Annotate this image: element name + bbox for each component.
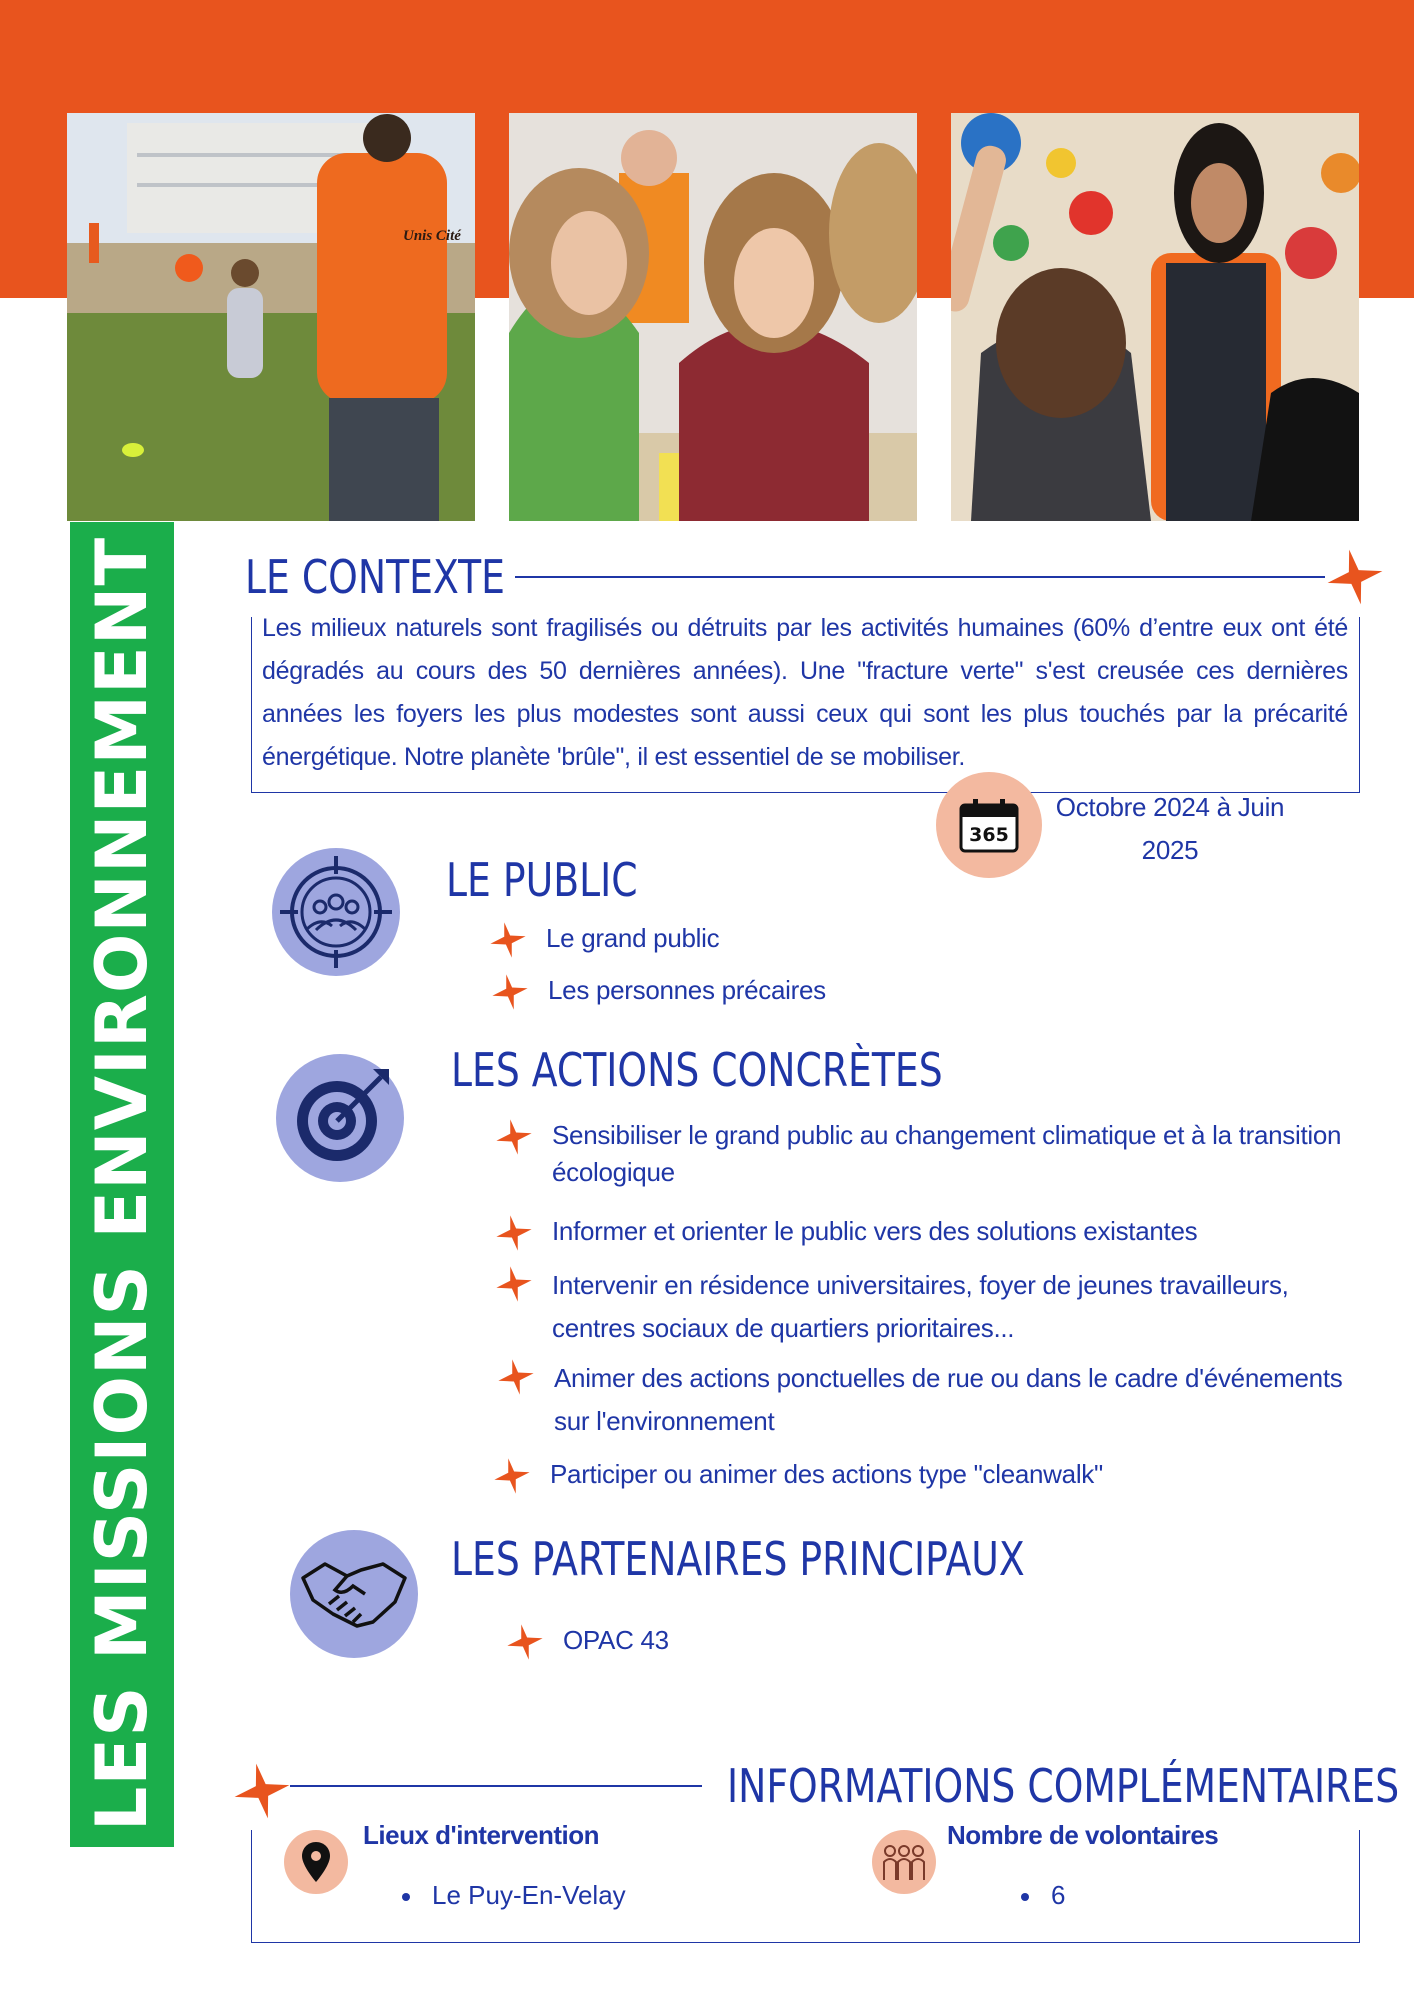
volontaires-value: 6 <box>1051 1880 1066 1910</box>
contexte-text: Les milieux naturels sont fragilisés ou détruits par les activités humaines (60% d’entre eux ont été dégradés au cours des 50 dernières années). Une "fracture verte" s'est creusée ces dernières années les foyers les plus modestes sont aussi ceux qui sont les plus touchés par la précarité énergétique. Notre planète 'brûle", il est essentiel de se mobiliser. <box>262 614 1348 771</box>
star-bullet-icon <box>490 922 526 968</box>
info-title: INFORMATIONS COMPLÉMENTAIRES <box>727 1759 1400 1813</box>
vertical-title-banner <box>70 522 174 1847</box>
bullseye-arrow-icon <box>285 1063 395 1173</box>
partners-title: LES PARTENAIRES PRINCIPAUX <box>451 1532 1025 1586</box>
list-item-text: Sensibiliser le grand public au changement climatique et à la transition écologique <box>552 1120 1342 1187</box>
bullet-dot <box>1021 1893 1029 1901</box>
star-bullet-icon <box>496 1119 532 1165</box>
photo-ball-game <box>67 113 475 521</box>
volontaires-value-item <box>1021 1880 1065 1911</box>
partners-icon-circle <box>290 1530 418 1658</box>
public-icon-circle <box>272 848 400 976</box>
lieux-value: Le Puy-En-Velay <box>432 1880 626 1910</box>
list-item-text: Intervenir en résidence universitaires, foyer de jeunes travailleurs, centres sociaux de quartiers prioritaires... <box>552 1270 1289 1343</box>
star-bullet-icon <box>496 1215 532 1261</box>
info-rule <box>290 1785 702 1787</box>
star-bullet-icon <box>507 1624 543 1670</box>
list-item-text: Le grand public <box>546 923 720 953</box>
star-bullet-icon <box>492 974 528 1020</box>
target-audience-icon <box>276 852 396 972</box>
actions-icon-circle <box>276 1054 404 1182</box>
volontaires-label: Nombre de volontaires <box>947 1820 1219 1850</box>
photo-presentation-class <box>951 113 1359 521</box>
banner-title: LES MISSIONS ENVIRONNEMENT <box>81 536 163 1832</box>
people-group-icon <box>880 1842 928 1882</box>
list-item-text: Participer ou animer des actions type "cleanwalk" <box>550 1459 1103 1489</box>
list-item <box>552 1264 1352 1350</box>
location-icon-badge <box>284 1830 348 1894</box>
star-accent-icon <box>1327 549 1383 605</box>
photo-students-workshop <box>509 113 917 521</box>
contexte-title: LE CONTEXTE <box>245 550 506 604</box>
list-item <box>550 1456 1350 1493</box>
actions-title: LES ACTIONS CONCRÈTES <box>451 1043 943 1097</box>
list-item-text: OPAC 43 <box>563 1625 669 1655</box>
list-item <box>563 1622 669 1659</box>
bullet-dot <box>402 1893 410 1901</box>
list-item-text: Informer et orienter le public vers des solutions existantes <box>552 1216 1198 1246</box>
lieux-value-item <box>402 1880 626 1911</box>
star-accent-icon <box>234 1763 290 1819</box>
list-item <box>552 1117 1352 1191</box>
star-bullet-icon <box>496 1266 532 1315</box>
handshake-icon <box>299 1554 409 1634</box>
list-item <box>552 1213 1352 1250</box>
calendar-icon-badge <box>936 772 1042 878</box>
dates-text: Octobre 2024 à Juin 2025 <box>1055 792 1285 865</box>
public-title: LE PUBLIC <box>446 853 638 907</box>
shirt-logo-text: Unis Cité <box>403 228 461 244</box>
star-bullet-icon <box>494 1458 530 1504</box>
list-item <box>554 1357 1354 1443</box>
calendar-number: 365 <box>969 824 1009 846</box>
volunteers-icon-badge <box>872 1830 936 1894</box>
contexte-rule <box>515 576 1325 578</box>
star-bullet-icon <box>498 1359 534 1408</box>
lieux-label: Lieux d'intervention <box>363 1820 599 1850</box>
list-item-text: Les personnes précaires <box>548 975 826 1005</box>
map-pin-icon <box>302 1842 330 1882</box>
list-item <box>548 972 826 1009</box>
list-item <box>546 920 719 957</box>
list-item-text: Animer des actions ponctuelles de rue ou dans le cadre d'événements sur l'environnement <box>554 1363 1343 1436</box>
